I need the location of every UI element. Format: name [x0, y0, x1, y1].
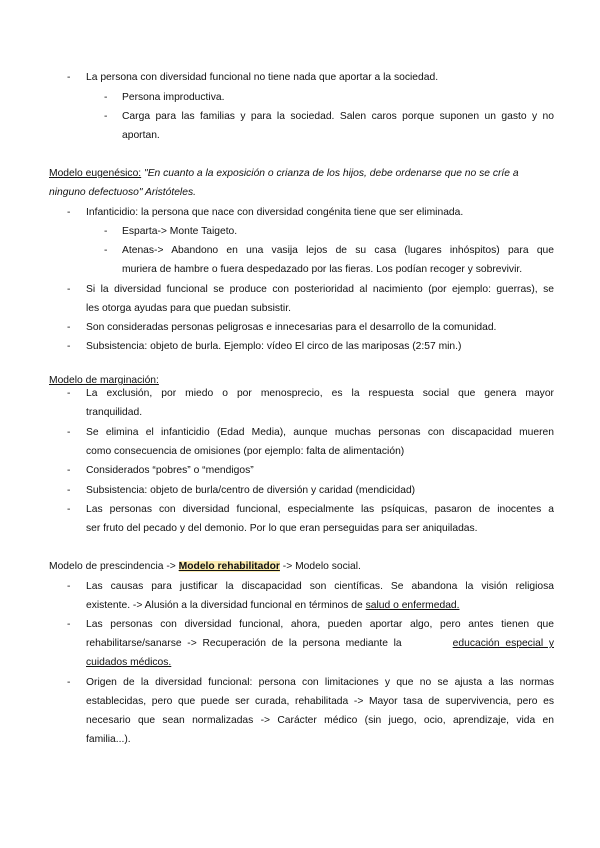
bullet-dash: -: [67, 341, 71, 352]
sub-bullet-text: Esparta-> Monte Taigeto.: [122, 226, 238, 237]
bullet-dash: -: [67, 388, 71, 399]
model-social: -> Modelo social.: [279, 561, 361, 572]
sub-bullet-dash: -: [104, 226, 108, 237]
section-title: Modelo eugenésico:: [49, 168, 142, 179]
bullet-dash: -: [67, 677, 71, 688]
bullet-dash: -: [67, 322, 71, 333]
sub-bullet-text-cont: aportan.: [122, 130, 160, 141]
bullet-text-cont: establecidas, pero que puede ser curada, rehabilitada -> Mayor tasa de supervivencia, pero es: [86, 696, 554, 707]
bullet-dash: -: [67, 619, 71, 630]
sub-bullet-dash: -: [104, 92, 108, 103]
underlined-phrase: educación especial y: [452, 638, 554, 649]
bullet-text: Considerados “pobres” o “mendigos”: [86, 465, 254, 476]
bullet-dash: -: [67, 485, 71, 496]
bullet-text-part: existente. -> Alusión a la diversidad funcional en términos de: [86, 600, 366, 611]
bullet-text: Las personas con diversidad funcional, especialmente las psíquicas, pasaron de inocentes a: [86, 504, 554, 515]
bullet-text: Infanticidio: la persona que nace con diversidad congénita tiene que ser eliminada.: [86, 207, 464, 218]
bullet-text: La exclusión, por miedo o por menosprecio, es la respuesta social que genera mayor: [86, 388, 554, 399]
section-heading-models: [49, 560, 361, 574]
bullet-dash: -: [67, 465, 71, 476]
bullet-text-cont: tranquilidad.: [86, 407, 143, 418]
underlined-phrase: salud o enfermedad.: [365, 600, 460, 611]
quote-text: "En cuanto a la exposición o crianza de los hijos, debe ordenarse que no se críe a: [141, 168, 519, 179]
bullet-text: Se elimina el infanticidio (Edad Media), aunque muchas personas con discapacidad mueren: [86, 427, 554, 438]
bullet-text-cont: ser fruto del pecado y del demonio. Por lo que eran perseguidas para ser aniquiladas.: [86, 523, 478, 534]
bullet-text-cont: [86, 599, 460, 613]
bullet-text: Son consideradas personas peligrosas e innecesarias para el desarrollo de la comunidad.: [86, 322, 497, 333]
bullet-dash: -: [67, 284, 71, 295]
model-prescindencia: Modelo de prescindencia ->: [49, 561, 179, 572]
bullet-text: Las personas con diversidad funcional, ahora, pueden aportar algo, pero antes tienen que: [86, 619, 554, 630]
bullet-text: Si la diversidad funcional se produce con posterioridad al nacimiento (por ejemplo: guerras), se: [86, 284, 554, 295]
bullet-text-cont: como consecuencia de omisiones (por ejemplo: falta de alimentación): [86, 446, 405, 457]
sub-bullet-text: Carga para las familias y para la sociedad. Salen caros porque suponen un gasto y no: [122, 111, 554, 122]
bullet-text-part: rehabilitarse/sanarse -> Recuperación de la persona mediante la: [86, 638, 408, 649]
bullet-dash: -: [67, 504, 71, 515]
bullet-text-cont: les otorga ayudas para que puedan subsistir.: [86, 303, 291, 314]
quote-text-cont: ninguno defectuoso" Aristóteles.: [49, 187, 196, 198]
bullet-text: Las causas para justificar la discapacidad son científicas. Se abandona la visión religiosa: [86, 581, 554, 592]
sub-bullet-text-cont: muriera de hambre o fuera despedazado por las fieras. Los podían recoger y sobrevivir.: [122, 264, 523, 275]
bullet-text: La persona con diversidad funcional no tiene nada que aportar a la sociedad.: [86, 72, 439, 83]
bullet-text-cont: [86, 637, 554, 651]
sub-bullet-dash: -: [104, 245, 108, 256]
bullet-text: Subsistencia: objeto de burla. Ejemplo: vídeo El circo de las mariposas (2:57 min.): [86, 341, 462, 352]
sub-bullet-text: Atenas-> Abandono en una vasija lejos de su casa (lugares inhóspitos) para que: [122, 245, 554, 256]
bullet-text-cont: familia...).: [86, 734, 131, 745]
bullet-dash: -: [67, 427, 71, 438]
sub-bullet-dash: -: [104, 111, 108, 122]
section-heading-marginacion: Modelo de marginación:: [49, 375, 159, 386]
bullet-text: Origen de la diversidad funcional: persona con limitaciones y que no se ajusta a las normas: [86, 677, 554, 688]
bullet-text: Subsistencia: objeto de burla/centro de diversión y caridad (mendicidad): [86, 485, 416, 496]
section-heading-eugenesico: [49, 167, 519, 181]
bullet-dash: -: [67, 72, 71, 83]
bullet-dash: -: [67, 581, 71, 592]
underlined-phrase-cont: cuidados médicos.: [86, 657, 172, 668]
model-rehabilitador-highlight: Modelo rehabilitador: [178, 561, 280, 572]
sub-bullet-text: Persona improductiva.: [122, 92, 225, 103]
bullet-dash: -: [67, 207, 71, 218]
bullet-text-cont: necesario que sean normalizadas -> Carácter médico (sin juego, ocio, aprendizaje, vida en: [86, 715, 554, 726]
